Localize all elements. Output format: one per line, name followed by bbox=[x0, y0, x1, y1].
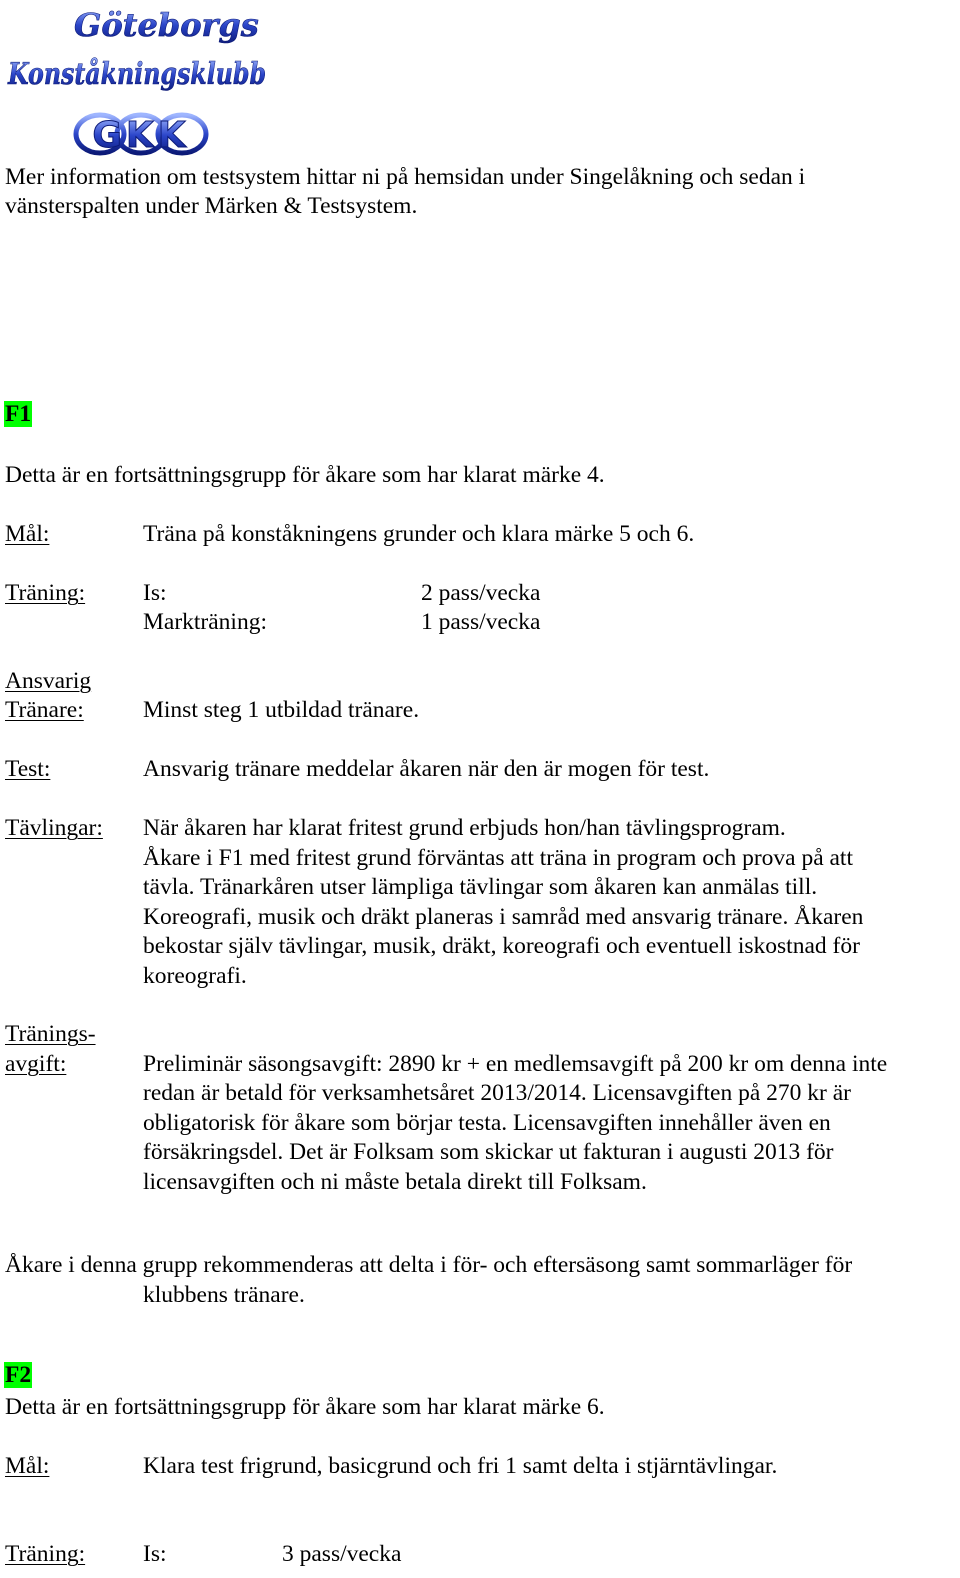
f1-competition-line: bekostar själv tävlingar, musik, dräkt, koreografi och eventuell iskostnad för bbox=[143, 933, 860, 959]
f1-fee-label-line-1: Tränings- bbox=[5, 1021, 96, 1047]
f1-fee-label-line-2: avgift: bbox=[5, 1050, 67, 1077]
intro-line-1: Mer information om testsystem hittar ni på hemsidan under Singelåkning och sedan i bbox=[5, 164, 806, 190]
f1-competition-line: koreografi. bbox=[143, 962, 247, 989]
f1-fee-line: försäkringsdel. Det är Folksam som skickar ut fakturan i augusti 2013 för bbox=[143, 1139, 834, 1165]
f1-recommendation-line-1: Åkare i denna grupp rekommenderas att delta i för- och eftersäsong samt sommarläger för bbox=[5, 1252, 853, 1278]
f2-description: Detta är en fortsättningsgrupp för åkare som har klarat märke 6. bbox=[5, 1394, 605, 1420]
f1-coach-label-line-2: Tränare: bbox=[5, 697, 84, 723]
f1-test-text: Ansvarig tränare meddelar åkaren när den är mogen för test. bbox=[143, 756, 710, 782]
f1-coach-label-line-1: Ansvarig bbox=[5, 668, 92, 694]
logo-line2: Konståkningsklubb bbox=[7, 57, 267, 92]
f1-competition-line: Åkare i F1 med fritest grund förväntas att träna in program och prova på att bbox=[143, 844, 853, 871]
logo-line1: Göteborgs bbox=[74, 6, 259, 44]
f1-competition-line: När åkaren har klarat fritest grund erbjuds hon/han tävlingsprogram. bbox=[143, 815, 786, 841]
f1-test-label: Test: bbox=[5, 756, 51, 782]
f1-training-type-ice: Is: bbox=[143, 580, 167, 606]
f1-competition-line: Koreografi, musik och dräkt planeras i samråd med ansvarig tränare. Åkaren bbox=[143, 903, 864, 930]
f1-fee-line: redan är betald för verksamhetsåret 2013/2014. Licensavgiften på 270 kr är bbox=[143, 1080, 851, 1106]
f2-heading-label: F2 bbox=[5, 1362, 32, 1388]
f1-training-amount-ground: 1 pass/vecka bbox=[421, 609, 541, 635]
f1-section-heading bbox=[4, 400, 32, 430]
f2-training-amount-ice: 3 pass/vecka bbox=[282, 1541, 402, 1567]
f1-fee-line: Preliminär säsongsavgift: 2890 kr + en medlemsavgift på 200 kr om denna inte bbox=[143, 1050, 888, 1077]
f1-fee-line: obligatorisk för åkare som börjar testa. Licensavgiften innehåller även en bbox=[143, 1109, 831, 1136]
f1-fee-line: licensavgiften och ni måste betala direkt till Folksam. bbox=[143, 1168, 647, 1195]
f1-recommendation-line-2: klubbens tränare. bbox=[143, 1281, 305, 1308]
f2-goal-label: Mål: bbox=[5, 1453, 50, 1479]
club-logo bbox=[4, 0, 274, 160]
intro-line-2: vänsterspalten under Märken & Testsystem. bbox=[5, 193, 418, 219]
f2-training-type-ice: Is: bbox=[143, 1541, 167, 1567]
f1-training-amount-ice: 2 pass/vecka bbox=[421, 580, 541, 606]
f1-competition-label: Tävlingar: bbox=[5, 815, 103, 841]
f1-competition-line: tävla. Tränarkåren utser lämpliga tävlingar som åkaren kan anmälas till. bbox=[143, 874, 818, 900]
f1-goal-label: Mål: bbox=[5, 521, 50, 547]
f2-training-label: Träning: bbox=[5, 1541, 86, 1567]
f1-description: Detta är en fortsättningsgrupp för åkare som har klarat märke 4. bbox=[5, 462, 605, 488]
f2-section-heading bbox=[4, 1361, 32, 1391]
f1-goal-text: Träna på konståkningens grunder och klara märke 5 och 6. bbox=[143, 521, 695, 547]
f1-coach-text: Minst steg 1 utbildad tränare. bbox=[143, 697, 420, 723]
f1-training-type-ground: Markträning: bbox=[143, 609, 267, 635]
f2-goal-text: Klara test frigrund, basicgrund och fri 1 samt delta i stjärntävlingar. bbox=[143, 1453, 778, 1479]
logo-monogram-text: GKK bbox=[92, 115, 190, 156]
f1-heading-label: F1 bbox=[5, 401, 32, 427]
club-logo-graphic bbox=[4, 0, 274, 160]
f1-training-label: Träning: bbox=[5, 580, 86, 606]
